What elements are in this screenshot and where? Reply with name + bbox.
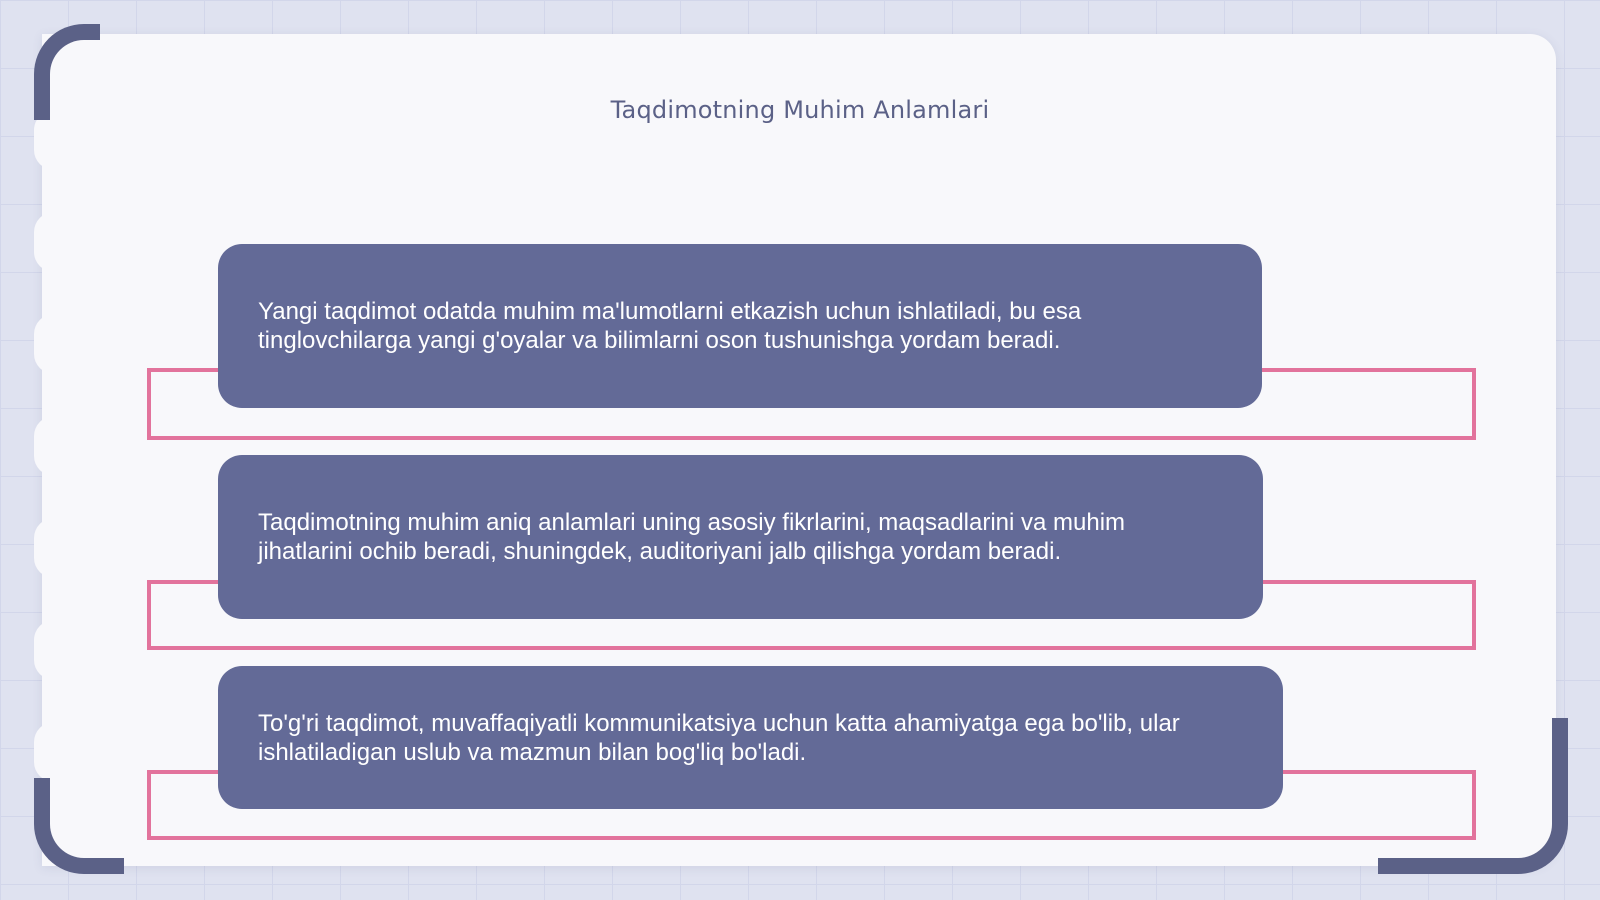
paper-scallop bbox=[34, 518, 74, 578]
slide-title: Taqdimotning Muhim Anlamlari bbox=[610, 96, 990, 124]
paper-scallop bbox=[34, 722, 74, 782]
paper-scallop bbox=[34, 314, 74, 374]
content-card bbox=[218, 455, 1263, 619]
content-card bbox=[218, 244, 1262, 408]
card-text: Taqdimotning muhim aniq anlamlari uning asosiy fikrlarini, maqsadlarini va muhim jihatlarini ochib beradi, shuningdek, auditoriyani jalb qilishga yordam beradi. bbox=[258, 509, 1126, 565]
content-card bbox=[218, 666, 1283, 809]
card-text: Yangi taqdimot odatda muhim ma'lumotlarni etkazish uchun ishlatiladi, bu esa tinglovchilarga yangi g'oyalar va bilimlarni oson tushunishga yordam beradi. bbox=[258, 298, 1082, 354]
card-text: To'g'ri taqdimot, muvaffaqiyatli kommunikatsiya uchun katta ahamiyatga ega bo'lib, ular ishlatiladigan uslub va mazmun bilan bog'liq bo'ladi. bbox=[258, 709, 1180, 766]
paper-scallop bbox=[34, 416, 74, 476]
paper-scallop bbox=[34, 212, 74, 272]
paper-scallop bbox=[34, 620, 74, 680]
